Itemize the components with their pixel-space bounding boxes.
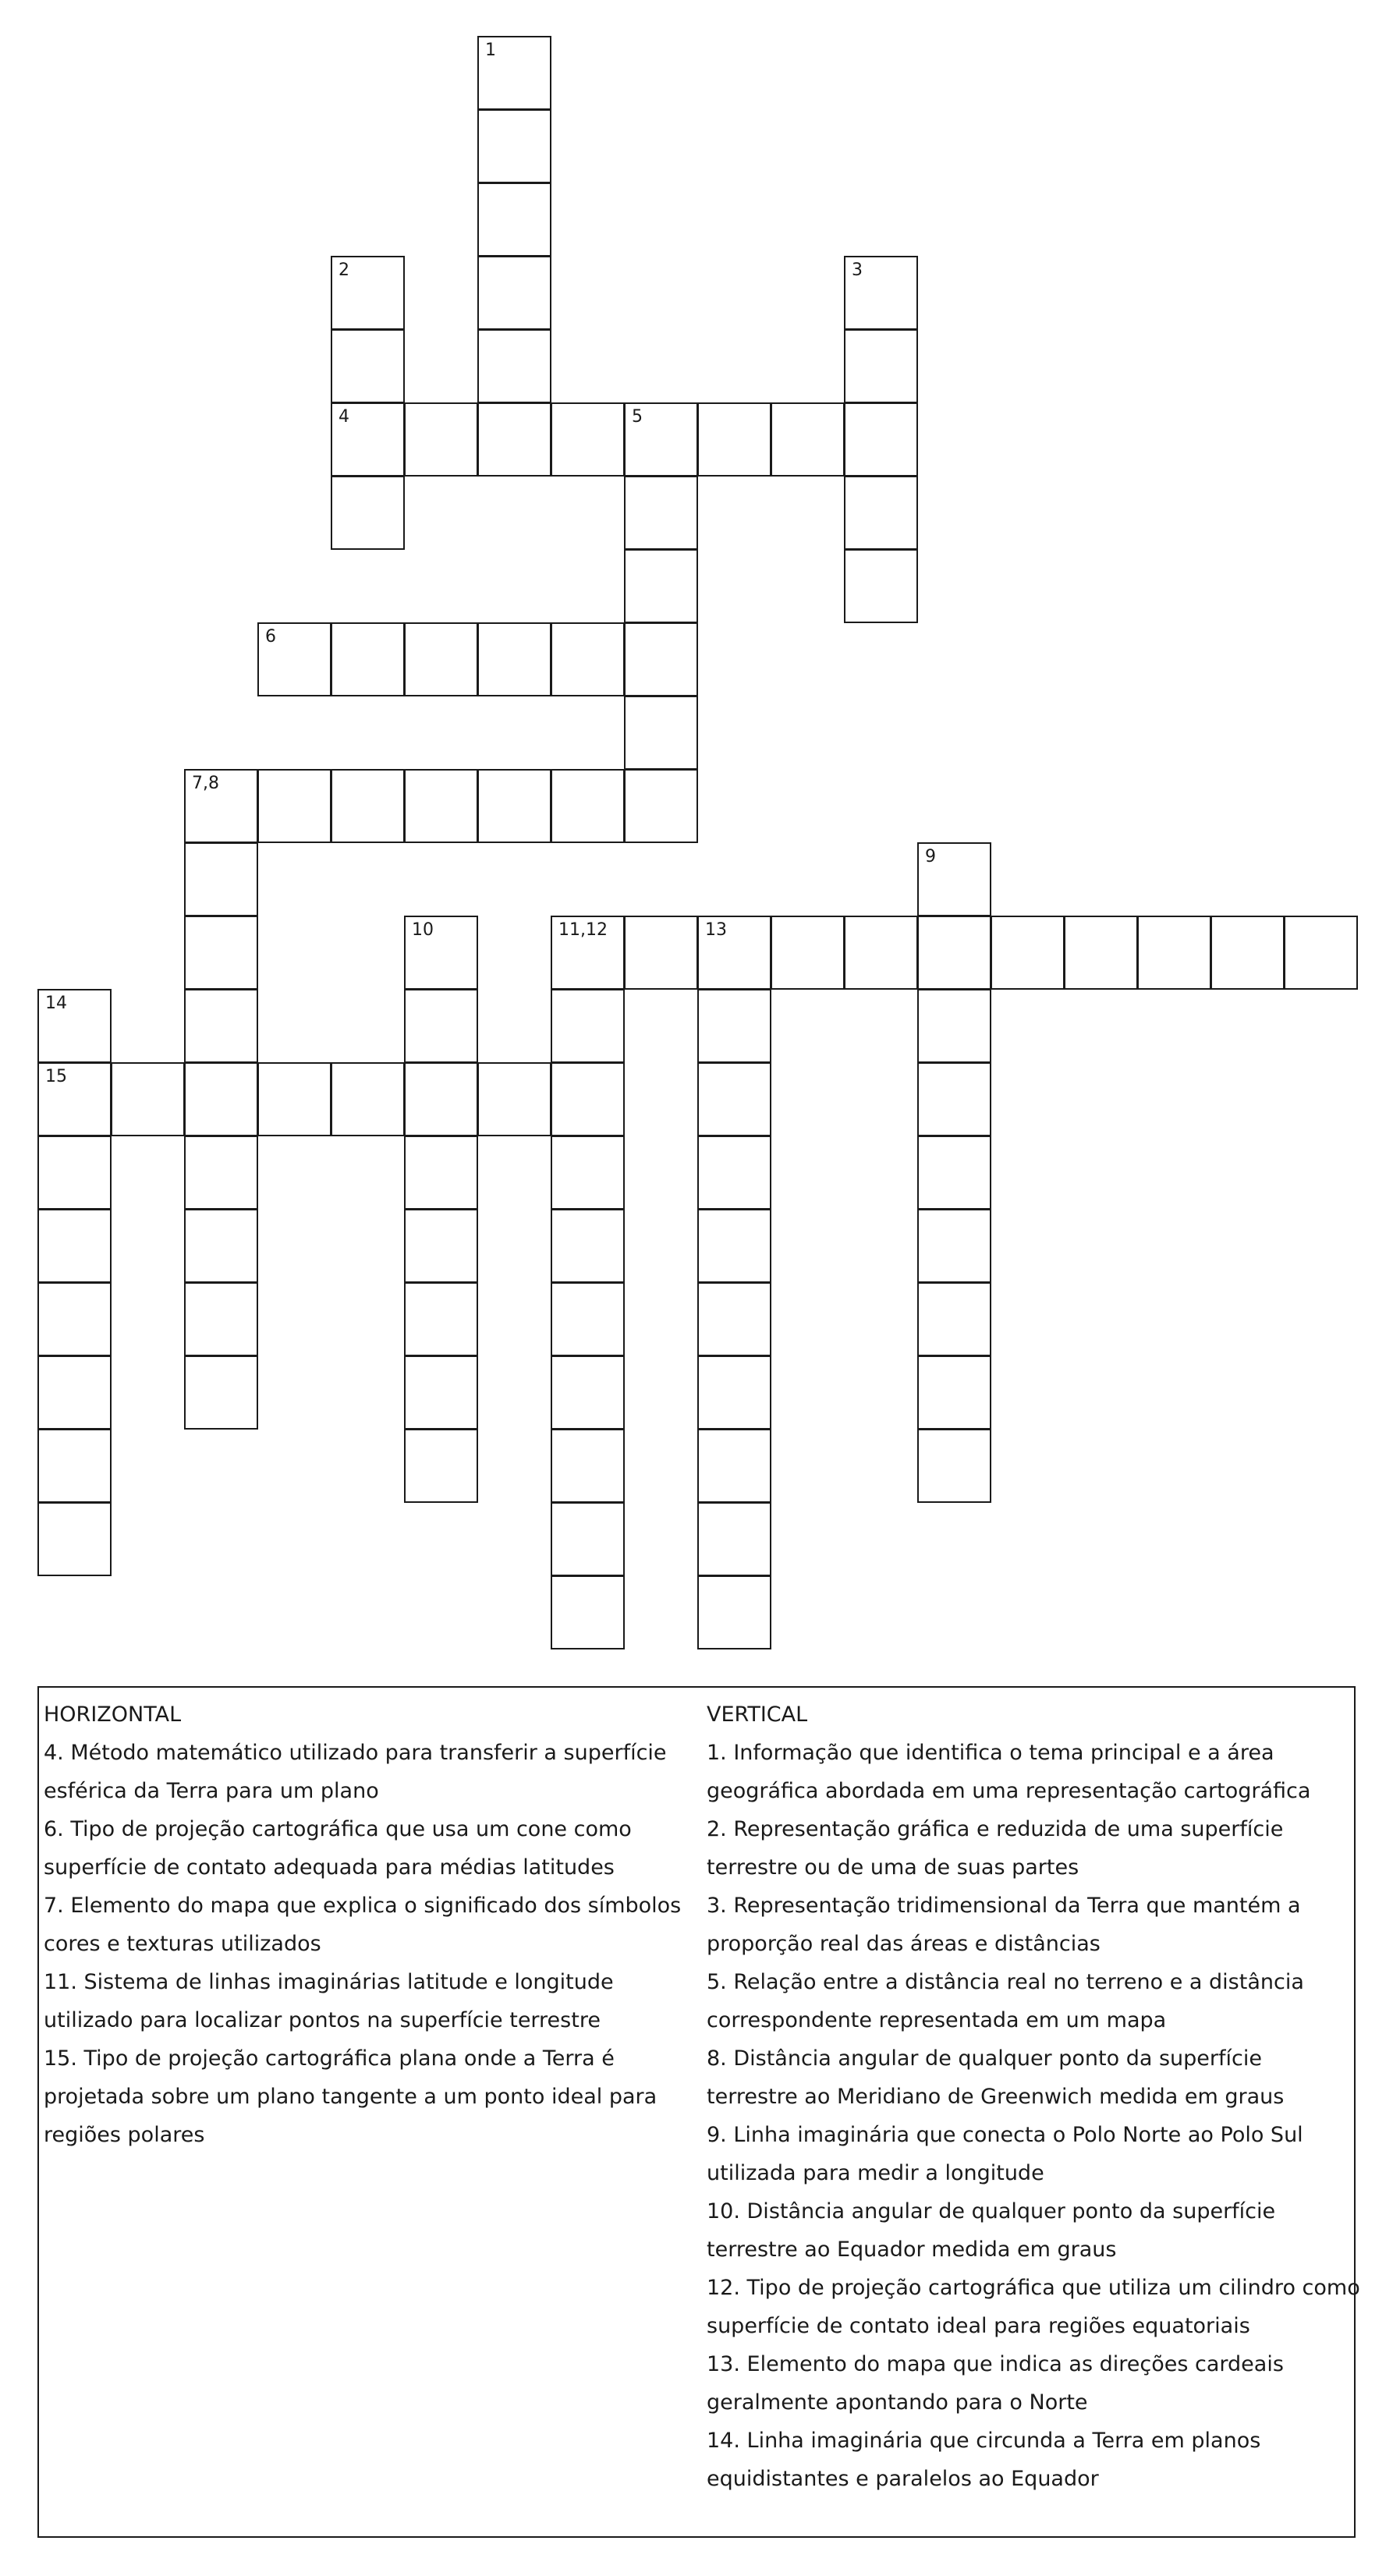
clue-number: 9 [925, 847, 936, 866]
grid-cell[interactable] [917, 1209, 991, 1283]
grid-cell[interactable] [331, 476, 405, 550]
grid-cell[interactable] [257, 1062, 331, 1136]
vertical-clue-line: 9. Linha imaginária que conecta o Polo Norte ao Polo Sul [707, 2123, 1303, 2147]
grid-cell[interactable] [697, 1282, 771, 1356]
grid-cell[interactable] [184, 1209, 258, 1283]
grid-cell[interactable] [404, 989, 478, 1063]
vertical-clue-line: 13. Elemento do mapa que indica as direções cardeais [707, 2352, 1284, 2376]
grid-cell[interactable] [917, 989, 991, 1063]
horizontal-clue-line: 4. Método matemático utilizado para transferir a superfície [44, 1741, 667, 1765]
horizontal-clue-line: regiões polares [44, 2123, 205, 2147]
grid-cell[interactable] [477, 182, 551, 257]
grid-cell[interactable] [917, 1355, 991, 1430]
grid-cell[interactable] [37, 1502, 112, 1576]
grid-cell[interactable] [624, 622, 698, 696]
grid-cell[interactable] [697, 989, 771, 1063]
clue-number: 3 [852, 260, 863, 280]
vertical-clue-line: 10. Distância angular de qualquer ponto da superfície [707, 2199, 1276, 2223]
horizontal-clue-line: 6. Tipo de projeção cartográfica que usa um cone como [44, 1817, 632, 1841]
grid-cell[interactable] [404, 1355, 478, 1430]
grid-cell[interactable] [1137, 916, 1211, 990]
horizontal-clue-line: 11. Sistema de linhas imaginárias latitude e longitude [44, 1970, 614, 1994]
grid-cell[interactable] [37, 1282, 112, 1356]
grid-cell[interactable] [697, 1502, 771, 1576]
grid-cell[interactable] [697, 402, 771, 477]
grid-cell[interactable] [551, 769, 625, 843]
grid-cell[interactable] [184, 1062, 258, 1136]
grid-cell[interactable] [624, 402, 698, 477]
vertical-clue-line: utilizada para medir a longitude [707, 2161, 1044, 2185]
grid-cell[interactable] [477, 36, 551, 110]
vertical-clue-line: terrestre ou de uma de suas partes [707, 1855, 1079, 1880]
grid-cell[interactable] [697, 1575, 771, 1649]
clue-number: 5 [632, 407, 643, 427]
grid-cell[interactable] [37, 1355, 112, 1430]
grid-cell[interactable] [697, 1429, 771, 1503]
grid-cell[interactable] [697, 1062, 771, 1136]
grid-cell[interactable] [697, 1355, 771, 1430]
grid-cell[interactable] [991, 916, 1065, 990]
grid-cell[interactable] [551, 1575, 625, 1649]
grid-cell[interactable] [551, 1282, 625, 1356]
grid-cell[interactable] [1284, 916, 1358, 990]
vertical-clue-line: terrestre ao Meridiano de Greenwich medida em graus [707, 2085, 1285, 2109]
grid-cell[interactable] [331, 329, 405, 403]
grid-cell[interactable] [917, 1282, 991, 1356]
grid-cell[interactable] [37, 1429, 112, 1503]
grid-cell[interactable] [697, 1136, 771, 1210]
grid-cell[interactable] [844, 549, 918, 623]
clue-number: 13 [705, 920, 727, 940]
grid-cell[interactable] [404, 1136, 478, 1210]
horizontal-clue-line: utilizado para localizar pontos na superfície terrestre [44, 2008, 601, 2032]
vertical-clue-line: geográfica abordada em uma representação cartográfica [707, 1779, 1311, 1803]
grid-cell[interactable] [257, 622, 331, 696]
grid-cell[interactable] [917, 1429, 991, 1503]
grid-cell[interactable] [624, 476, 698, 550]
grid-cell[interactable] [477, 402, 551, 477]
grid-cell[interactable] [917, 842, 991, 916]
clue-number: 2 [339, 260, 349, 280]
vertical-clue-line: proporção real das áreas e distâncias [707, 1932, 1101, 1956]
grid-cell[interactable] [551, 916, 625, 990]
horizontal-heading: HORIZONTAL [44, 1703, 182, 1727]
grid-cell[interactable] [477, 256, 551, 330]
grid-cell[interactable] [331, 1062, 405, 1136]
clue-box [37, 1686, 1360, 2538]
grid-cell[interactable] [844, 256, 918, 330]
grid-cell[interactable] [404, 769, 478, 843]
horizontal-clue-line: projetada sobre um plano tangente a um ponto ideal para [44, 2085, 658, 2109]
grid-cell[interactable] [624, 916, 698, 990]
grid-cell[interactable] [257, 769, 331, 843]
grid-cell[interactable] [404, 1209, 478, 1283]
grid-cell[interactable] [184, 1282, 258, 1356]
grid-cell[interactable] [184, 769, 258, 843]
grid-cell[interactable] [184, 916, 258, 990]
clue-number: 15 [45, 1067, 67, 1086]
grid-cell[interactable] [551, 1429, 625, 1503]
grid-cell[interactable] [404, 916, 478, 990]
grid-cell[interactable] [551, 1062, 625, 1136]
horizontal-clue-line: esférica da Terra para um plano [44, 1779, 379, 1803]
vertical-clue-line: 1. Informação que identifica o tema principal e a área [707, 1741, 1274, 1765]
vertical-clue-line: 8. Distância angular de qualquer ponto da superfície [707, 2046, 1262, 2071]
grid-cell[interactable] [624, 696, 698, 770]
grid-cell[interactable] [551, 1209, 625, 1283]
grid-cell[interactable] [917, 1136, 991, 1210]
grid-cell[interactable] [404, 402, 478, 477]
grid-cell[interactable] [624, 769, 698, 843]
grid-cell[interactable] [184, 1136, 258, 1210]
grid-cell[interactable] [184, 842, 258, 916]
grid-cell[interactable] [551, 1136, 625, 1210]
horizontal-clue-line: 7. Elemento do mapa que explica o significado dos símbolos [44, 1894, 682, 1918]
horizontal-clues [44, 1695, 683, 2154]
vertical-clues [707, 1695, 1360, 2498]
grid-cell[interactable] [37, 1062, 112, 1136]
vertical-clue-line: equidistantes e paralelos ao Equador [707, 2467, 1099, 2491]
grid-cell[interactable] [771, 402, 845, 477]
grid-cell[interactable] [404, 1062, 478, 1136]
clue-number: 6 [265, 627, 276, 647]
grid-cell[interactable] [477, 769, 551, 843]
grid-cell[interactable] [331, 402, 405, 477]
clue-number: 10 [412, 920, 434, 940]
vertical-clue-line: correspondente representada em um mapa [707, 2008, 1167, 2032]
vertical-clue-line: 14. Linha imaginária que circunda a Terra em planos [707, 2429, 1261, 2453]
grid-cell[interactable] [184, 1355, 258, 1430]
grid-cell[interactable] [477, 329, 551, 403]
vertical-clue-line: superfície de contato ideal para regiões equatoriais [707, 2314, 1250, 2338]
grid-cell[interactable] [551, 1502, 625, 1576]
clue-number: 14 [45, 994, 67, 1013]
horizontal-clue-line: cores e texturas utilizados [44, 1932, 321, 1956]
vertical-clue-line: 2. Representação gráfica e reduzida de uma superfície [707, 1817, 1284, 1841]
grid-cell[interactable] [697, 1209, 771, 1283]
grid-cell[interactable] [844, 916, 918, 990]
grid-cell[interactable] [697, 916, 771, 990]
grid-cell[interactable] [844, 476, 918, 550]
grid-cell[interactable] [111, 1062, 185, 1136]
grid-cell[interactable] [331, 769, 405, 843]
grid-cell[interactable] [477, 109, 551, 183]
grid-cell[interactable] [37, 989, 112, 1063]
vertical-heading: VERTICAL [707, 1703, 808, 1727]
grid-cell[interactable] [551, 1355, 625, 1430]
vertical-clue-line: geralmente apontando para o Norte [707, 2390, 1088, 2415]
grid-cell[interactable] [331, 622, 405, 696]
grid-cell[interactable] [184, 989, 258, 1063]
grid-cell[interactable] [771, 916, 845, 990]
grid-cell[interactable] [551, 622, 625, 696]
grid-cell[interactable] [404, 622, 478, 696]
grid-cell[interactable] [1210, 916, 1285, 990]
grid-cell[interactable] [37, 1209, 112, 1283]
grid-cell[interactable] [551, 989, 625, 1063]
vertical-clue-line: 3. Representação tridimensional da Terra que mantém a [707, 1894, 1301, 1918]
grid-cell[interactable] [844, 329, 918, 403]
grid-cell[interactable] [404, 1282, 478, 1356]
grid-cell[interactable] [477, 622, 551, 696]
grid-cell[interactable] [624, 549, 698, 623]
grid-cell[interactable] [1064, 916, 1138, 990]
grid-cell[interactable] [37, 1136, 112, 1210]
grid-cell[interactable] [551, 402, 625, 477]
clue-number: 7,8 [192, 774, 219, 793]
vertical-clue-line: terrestre ao Equador medida em graus [707, 2238, 1117, 2262]
grid-cell[interactable] [404, 1429, 478, 1503]
grid-cell[interactable] [477, 1062, 551, 1136]
grid-cell[interactable] [844, 402, 918, 477]
grid-cell[interactable] [917, 916, 991, 990]
grid-cell[interactable] [331, 256, 405, 330]
vertical-clue-line: 12. Tipo de projeção cartográfica que utiliza um cilindro como [707, 2276, 1360, 2300]
vertical-clue-line: 5. Relação entre a distância real no terreno e a distância [707, 1970, 1304, 1994]
clue-number: 1 [485, 41, 496, 60]
horizontal-clue-line: superfície de contato adequada para médias latitudes [44, 1855, 615, 1880]
horizontal-clue-line: 15. Tipo de projeção cartográfica plana onde a Terra é [44, 2046, 615, 2071]
clue-number: 11,12 [558, 920, 608, 940]
grid-cell[interactable] [917, 1062, 991, 1136]
clue-number: 4 [339, 407, 349, 427]
